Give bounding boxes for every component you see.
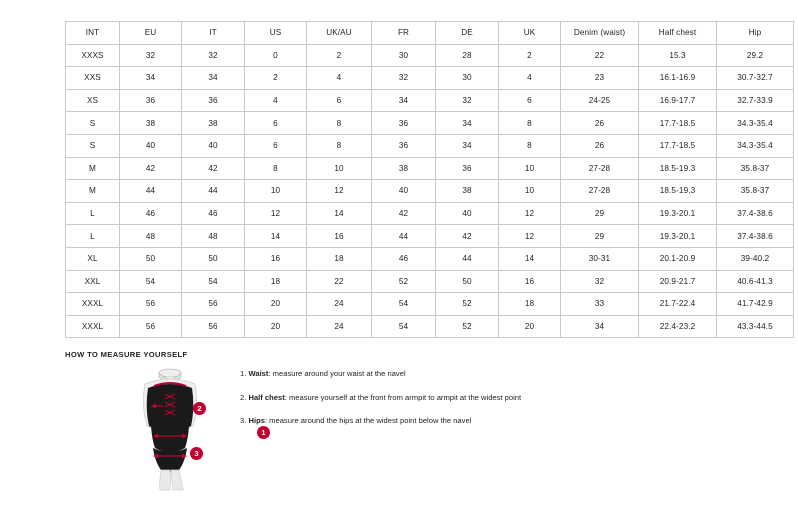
column-header: DE — [436, 22, 499, 45]
cell: 20 — [245, 293, 307, 316]
cell: 56 — [182, 315, 245, 338]
cell: 34 — [120, 67, 182, 90]
cell: 8 — [245, 157, 307, 180]
cell: 10 — [245, 180, 307, 203]
cell: 40 — [372, 180, 436, 203]
cell: 38 — [120, 112, 182, 135]
column-header: EU — [120, 22, 182, 45]
cell: 26 — [561, 112, 639, 135]
cell: 42 — [436, 225, 499, 248]
cell: 52 — [436, 315, 499, 338]
measure-step-waist — [240, 368, 630, 379]
column-header: US — [245, 22, 307, 45]
cell: 37.4-38.6 — [717, 202, 794, 225]
cell: 48 — [120, 225, 182, 248]
cell: 38 — [436, 180, 499, 203]
cell: 46 — [372, 247, 436, 270]
cell: 6 — [245, 134, 307, 157]
cell: 18.5-19.3 — [639, 157, 717, 180]
cell: 18 — [499, 293, 561, 316]
table-header-row — [66, 22, 794, 45]
cell: XXXL — [66, 315, 120, 338]
cell: 22.4-23.2 — [639, 315, 717, 338]
cell: 27-28 — [561, 180, 639, 203]
cell: 6 — [499, 89, 561, 112]
cell: 24-25 — [561, 89, 639, 112]
column-header: IT — [182, 22, 245, 45]
cell: 54 — [182, 270, 245, 293]
cell: 36 — [372, 134, 436, 157]
cell: 40 — [436, 202, 499, 225]
cell: 20.9-21.7 — [639, 270, 717, 293]
cell: 40 — [120, 134, 182, 157]
cell: 30.7-32.7 — [717, 67, 794, 90]
cell: 36 — [372, 112, 436, 135]
cell: M — [66, 180, 120, 203]
cell: 42 — [120, 157, 182, 180]
cell: 16 — [499, 270, 561, 293]
cell: 38 — [182, 112, 245, 135]
cell: XXXS — [66, 44, 120, 67]
cell: 44 — [182, 180, 245, 203]
cell: XXXL — [66, 293, 120, 316]
cell: 50 — [436, 270, 499, 293]
column-header: Half chest — [639, 22, 717, 45]
column-header: FR — [372, 22, 436, 45]
cell: 18 — [307, 247, 372, 270]
table-row — [66, 112, 794, 135]
measure-step-hips — [240, 415, 630, 426]
table-row — [66, 225, 794, 248]
cell: 8 — [499, 112, 561, 135]
cell: 52 — [372, 270, 436, 293]
cell: 12 — [499, 202, 561, 225]
cell: 40 — [182, 134, 245, 157]
cell: 36 — [182, 89, 245, 112]
cell: 50 — [120, 247, 182, 270]
cell: XXS — [66, 67, 120, 90]
cell: 42 — [372, 202, 436, 225]
cell: 0 — [245, 44, 307, 67]
cell: 33 — [561, 293, 639, 316]
cell: 2 — [245, 67, 307, 90]
measure-badge-3: 3 — [190, 447, 203, 460]
size-chart — [65, 21, 773, 338]
cell: 46 — [182, 202, 245, 225]
step-term: Waist — [248, 369, 269, 378]
cell: 26 — [561, 134, 639, 157]
step-number: 1. — [240, 369, 247, 378]
cell: 48 — [182, 225, 245, 248]
cell: 32 — [182, 44, 245, 67]
step-term: Hips — [248, 416, 265, 425]
cell: 34 — [372, 89, 436, 112]
cell: 54 — [372, 293, 436, 316]
column-header: Denim (waist) — [561, 22, 639, 45]
cell: 16 — [245, 247, 307, 270]
cell: 38 — [372, 157, 436, 180]
cell: 44 — [120, 180, 182, 203]
cell: 14 — [245, 225, 307, 248]
cell: 29 — [561, 225, 639, 248]
cell: 56 — [120, 315, 182, 338]
cell: 19.3-20.1 — [639, 225, 717, 248]
table-row — [66, 134, 794, 157]
table-row — [66, 247, 794, 270]
cell: 20 — [245, 315, 307, 338]
cell: L — [66, 225, 120, 248]
cell: 24 — [307, 315, 372, 338]
cell: 44 — [436, 247, 499, 270]
step-text: : measure yourself at the front from armpit to armpit at the widest point — [284, 392, 522, 402]
cell: 12 — [245, 202, 307, 225]
cell: 36 — [120, 89, 182, 112]
cell: 52 — [436, 293, 499, 316]
cell: 24 — [307, 293, 372, 316]
cell: 32 — [561, 270, 639, 293]
table-row — [66, 157, 794, 180]
table-row — [66, 293, 794, 316]
cell: 12 — [499, 225, 561, 248]
cell: 20.1-20.9 — [639, 247, 717, 270]
cell: 18.5-19.3 — [639, 180, 717, 203]
cell: 20 — [499, 315, 561, 338]
cell: 4 — [245, 89, 307, 112]
cell: 40.6-41.3 — [717, 270, 794, 293]
cell: 6 — [245, 112, 307, 135]
how-to-measure-block — [65, 364, 625, 494]
cell: 15.3 — [639, 44, 717, 67]
cell: 35.8-37 — [717, 180, 794, 203]
cell: 35.8-37 — [717, 157, 794, 180]
table-row — [66, 202, 794, 225]
measure-step-half-chest — [240, 392, 630, 403]
cell: 46 — [120, 202, 182, 225]
table-row — [66, 270, 794, 293]
cell: 17.7-18.5 — [639, 112, 717, 135]
cell: 50 — [182, 247, 245, 270]
cell: 30-31 — [561, 247, 639, 270]
table-row — [66, 180, 794, 203]
cell: 29 — [561, 202, 639, 225]
cell: 56 — [120, 293, 182, 316]
cell: 27-28 — [561, 157, 639, 180]
cell: 16.9-17.7 — [639, 89, 717, 112]
measure-steps — [240, 368, 630, 439]
column-header: INT — [66, 22, 120, 45]
cell: 34 — [182, 67, 245, 90]
cell: 36 — [436, 157, 499, 180]
how-to-measure-title: HOW TO MEASURE YOURSELF — [65, 350, 188, 359]
cell: 21.7-22.4 — [639, 293, 717, 316]
cell: 19.3-20.1 — [639, 202, 717, 225]
cell: 4 — [499, 67, 561, 90]
cell: XS — [66, 89, 120, 112]
step-number: 2. — [240, 392, 247, 402]
cell: 18 — [245, 270, 307, 293]
cell: 32 — [372, 67, 436, 90]
cell: XXL — [66, 270, 120, 293]
cell: 2 — [307, 44, 372, 67]
cell: 32.7-33.9 — [717, 89, 794, 112]
step-text: : measure around your waist at the navel — [268, 369, 406, 378]
step-number: 3. — [240, 416, 247, 425]
cell: 42 — [182, 157, 245, 180]
cell: 28 — [436, 44, 499, 67]
cell: 16 — [307, 225, 372, 248]
step-term: Half chest — [248, 392, 285, 402]
cell: 29.2 — [717, 44, 794, 67]
cell: 23 — [561, 67, 639, 90]
cell: 34 — [436, 112, 499, 135]
cell: 6 — [307, 89, 372, 112]
cell: 4 — [307, 67, 372, 90]
column-header: UK/AU — [307, 22, 372, 45]
cell: 32 — [120, 44, 182, 67]
cell: 22 — [307, 270, 372, 293]
cell: 14 — [499, 247, 561, 270]
cell: S — [66, 134, 120, 157]
cell: 39-40.2 — [717, 247, 794, 270]
cell: 10 — [499, 157, 561, 180]
cell: 54 — [120, 270, 182, 293]
step-text: : measure around the hips at the widest point below the navel — [264, 416, 472, 425]
cell: 34.3-35.4 — [717, 112, 794, 135]
cell: 10 — [307, 157, 372, 180]
cell: 30 — [436, 67, 499, 90]
cell: 2 — [499, 44, 561, 67]
cell: 17.7-18.5 — [639, 134, 717, 157]
cell: L — [66, 202, 120, 225]
table-row — [66, 89, 794, 112]
cell: 34 — [436, 134, 499, 157]
column-header: Hip — [717, 22, 794, 45]
cell: 10 — [499, 180, 561, 203]
cell: 8 — [499, 134, 561, 157]
column-header: UK — [499, 22, 561, 45]
cell: 30 — [372, 44, 436, 67]
cell: 41.7-42.9 — [717, 293, 794, 316]
table-row — [66, 44, 794, 67]
cell: 8 — [307, 134, 372, 157]
measure-badge-1: 1 — [257, 426, 270, 439]
measure-badge-2: 2 — [193, 402, 206, 415]
cell: 37.4-38.6 — [717, 225, 794, 248]
cell: 8 — [307, 112, 372, 135]
cell: XL — [66, 247, 120, 270]
table-row — [66, 67, 794, 90]
cell: 43.3-44.5 — [717, 315, 794, 338]
cell: S — [66, 112, 120, 135]
cell: 32 — [436, 89, 499, 112]
cell: 16.1-16.9 — [639, 67, 717, 90]
cell: 54 — [372, 315, 436, 338]
cell: 34.3-35.4 — [717, 134, 794, 157]
cell: 22 — [561, 44, 639, 67]
size-table — [65, 21, 794, 338]
cell: M — [66, 157, 120, 180]
cell: 44 — [372, 225, 436, 248]
table-row — [66, 315, 794, 338]
cell: 12 — [307, 180, 372, 203]
cell: 34 — [561, 315, 639, 338]
cell: 14 — [307, 202, 372, 225]
cell: 56 — [182, 293, 245, 316]
